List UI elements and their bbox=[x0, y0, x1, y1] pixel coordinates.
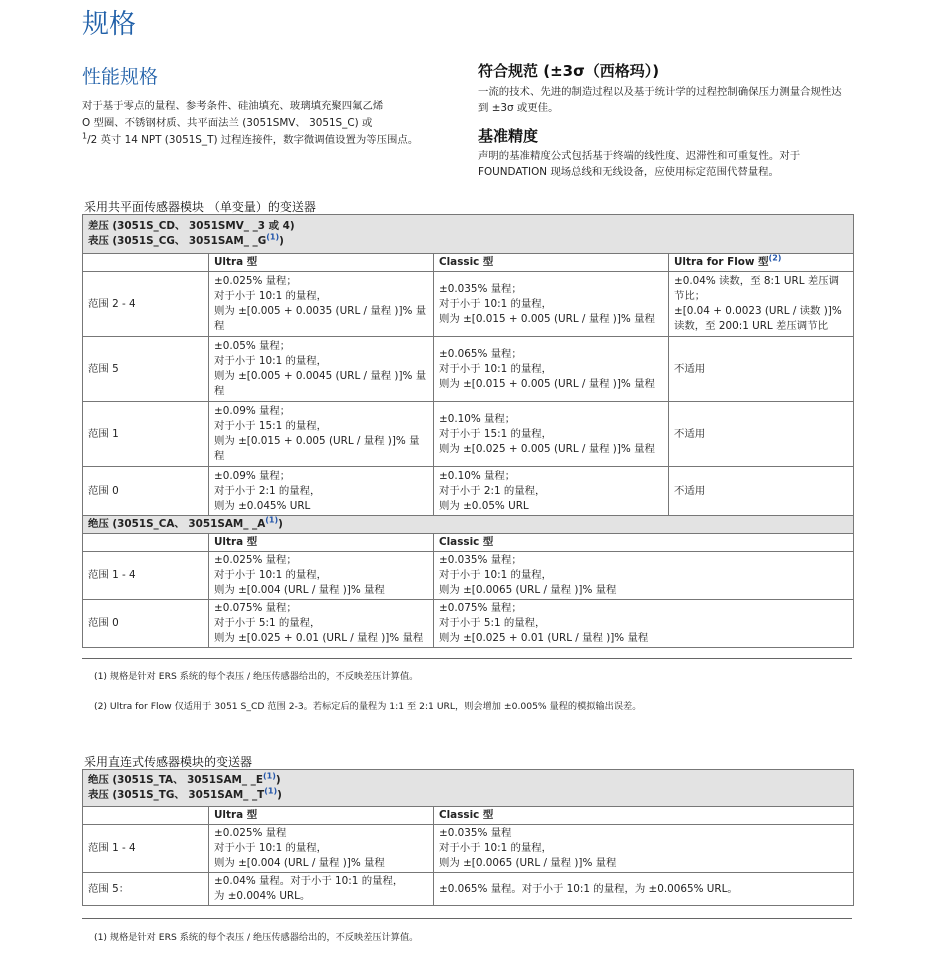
cell-line: ±0.035% 量程 bbox=[439, 827, 512, 839]
cell-line: ±[0.04 + 0.0023 (URL / 读数 )]% bbox=[674, 305, 842, 317]
classic-spec-cell bbox=[434, 825, 854, 873]
cell-line: ±0.035% 量程； bbox=[439, 282, 522, 295]
cell-line: 则为 ±0.045% URL bbox=[214, 499, 311, 512]
cell-line: 对于小于 10:1 的量程， bbox=[439, 362, 553, 375]
table-row bbox=[83, 825, 854, 873]
range-cell: 范围 0 bbox=[83, 467, 209, 516]
cell-line: ±0.04% 读数，至 8:1 URL 差压调 bbox=[674, 275, 839, 287]
group-line-text: 表压 (3051S_TG、 3051SAM_ _T bbox=[88, 789, 265, 801]
header-classic bbox=[434, 807, 854, 825]
classic-spec-cell bbox=[434, 600, 854, 648]
range-cell: 范围 1 - 4 bbox=[83, 552, 209, 600]
cell-line: ±0.025% 量程 bbox=[214, 827, 287, 839]
table2-caption: 采用直连式传感器模块的变送器 bbox=[84, 755, 253, 769]
footnote-2: (2) Ultra for Flow 仅适用于 3051 S_CD 范围 2-3。若标定后的量程为 1:1 至 2:1 URL，则会增加 ±0.005% 量程的模拟输出误差。 bbox=[94, 701, 642, 712]
header-text: Classic 型 bbox=[439, 256, 494, 268]
cell-line: 不适用 bbox=[674, 362, 706, 375]
range-cell: 范围 0 bbox=[83, 600, 209, 648]
fraction-numerator: 1 bbox=[82, 131, 88, 141]
cell-line: 则为 ±[0.025 + 0.01 (URL / 量程 )]% 量程 bbox=[214, 632, 424, 644]
range-cell: 范围 2 - 4 bbox=[83, 272, 209, 337]
cell-line: ±0.09% 量程； bbox=[214, 405, 291, 417]
table-row bbox=[83, 552, 854, 600]
header-ultra bbox=[209, 807, 434, 825]
range-cell: 范围 1 - 4 bbox=[83, 825, 209, 873]
cell-line: 为 ±0.004% URL。 bbox=[214, 890, 311, 902]
cell-line: 则为 ±[0.015 + 0.005 (URL / 量程 )]% 量程 bbox=[439, 377, 655, 390]
cell-line: 对于小于 5:1 的量程， bbox=[214, 617, 321, 629]
cell-line: 对于小于 10:1 的量程， bbox=[214, 569, 328, 581]
cell-line: 对于小于 15:1 的量程， bbox=[214, 420, 328, 432]
header-blank bbox=[83, 534, 209, 552]
cell-line: 则为 ±[0.015 + 0.005 (URL / 量程 )]% 量 bbox=[214, 435, 420, 447]
table-row bbox=[83, 467, 854, 516]
group-line: 差压 (3051S_CD、 3051SMV_ _3 或 4) bbox=[88, 220, 295, 232]
ultra-spec-cell bbox=[209, 600, 434, 648]
table-row bbox=[83, 600, 854, 648]
column-header-row bbox=[83, 254, 854, 272]
header-text: Classic 型 bbox=[439, 536, 494, 548]
ultra-spec-cell bbox=[209, 272, 434, 337]
footnote-divider bbox=[82, 658, 852, 659]
cell-line: 对于小于 10:1 的量程， bbox=[214, 842, 328, 854]
page-title: 规格 bbox=[82, 9, 136, 40]
group-line-text: 绝压 (3051S_CA、 3051SAM_ _A bbox=[88, 518, 266, 530]
cell-line: ±0.075% 量程； bbox=[214, 602, 297, 614]
header-blank bbox=[83, 254, 209, 272]
group-line bbox=[88, 773, 848, 788]
cell-line: 则为 ±[0.025 + 0.01 (URL / 量程 )]% 量程 bbox=[439, 632, 649, 644]
header-text: Ultra 型 bbox=[214, 256, 258, 268]
group-line bbox=[88, 788, 848, 803]
cell-line: 程 bbox=[214, 450, 225, 462]
cell-line: 读数，至 200:1 URL 差压调节比 bbox=[674, 320, 828, 332]
ultra-spec-cell bbox=[209, 402, 434, 467]
cell-line: ±0.04% 量程。对于小于 10:1 的量程， bbox=[214, 875, 404, 887]
header-ultra-for-flow bbox=[669, 254, 854, 272]
cell-line: 对于小于 10:1 的量程， bbox=[439, 842, 553, 854]
coplanar-spec-table bbox=[82, 214, 854, 648]
ultra-spec-cell bbox=[209, 337, 434, 402]
cell-line: ±0.025% 量程； bbox=[214, 275, 297, 287]
cell-line: 程 bbox=[214, 320, 225, 332]
intro-paragraph bbox=[82, 98, 460, 149]
header-text: Ultra for Flow 型 bbox=[674, 256, 769, 268]
cell-line: ±0.025% 量程； bbox=[214, 554, 297, 566]
cell-line: ±0.10% 量程； bbox=[439, 412, 516, 425]
header-text: Classic 型 bbox=[439, 809, 494, 821]
reference-accuracy-text: 声明的基准精度公式包括基于终端的线性度、迟滞性和可重复性。对于 FOUNDATION 现场总线和无线设备，应使用标定范围代替量程。 bbox=[478, 150, 801, 178]
cell-line: ±0.065% 量程； bbox=[439, 347, 522, 360]
footnote-ref: (1) bbox=[266, 232, 280, 242]
cell-line: 不适用 bbox=[674, 427, 706, 440]
cell-line: 对于小于 5:1 的量程， bbox=[439, 617, 546, 629]
flow-spec-cell bbox=[669, 272, 854, 337]
footnote-table2: (1) 规格是针对 ERS 系统的每个表压 / 绝压传感器给出的，不反映差压计算值。 bbox=[94, 932, 419, 943]
table-row bbox=[83, 770, 854, 807]
ultra-spec-cell bbox=[209, 552, 434, 600]
flow-spec-cell bbox=[669, 337, 854, 402]
classic-spec-cell bbox=[434, 467, 669, 516]
range-cell: 范围 5： bbox=[83, 873, 209, 906]
group-line-text: ) bbox=[278, 518, 283, 530]
cell-line: 则为 ±[0.005 + 0.0035 (URL / 量程 )]% 量 bbox=[214, 305, 427, 317]
cell-line: 则为 ±[0.015 + 0.005 (URL / 量程 )]% 量程 bbox=[439, 312, 655, 325]
range-cell: 范围 1 bbox=[83, 402, 209, 467]
cell-line: 对于小于 2:1 的量程， bbox=[439, 484, 546, 497]
ultra-spec-cell bbox=[209, 467, 434, 516]
group-header-direct-mount bbox=[83, 770, 854, 807]
cell-line: ±0.05% 量程； bbox=[214, 340, 291, 352]
group-header-gauge-diff bbox=[83, 215, 854, 254]
header-ultra bbox=[209, 254, 434, 272]
cell-line: 对于小于 10:1 的量程， bbox=[214, 355, 328, 367]
cell-line: 则为 ±[0.004 (URL / 量程 )]% 量程 bbox=[214, 584, 385, 596]
conformance-text: 一流的技术、先进的制造过程以及基于统计学的过程控制确保压力测量合规性达到 ±3σ 或更佳。 bbox=[478, 86, 842, 114]
performance-spec-title: 性能规格 bbox=[82, 66, 159, 88]
cell-line: ±0.075% 量程； bbox=[439, 602, 522, 614]
cell-line: 则为 ±[0.005 + 0.0045 (URL / 量程 )]% 量 bbox=[214, 370, 427, 382]
header-text: Ultra 型 bbox=[214, 809, 258, 821]
footnote-divider bbox=[82, 918, 852, 919]
cell-line: 则为 ±[0.0065 (URL / 量程 )]% 量程 bbox=[439, 857, 617, 869]
cell-line: 不适用 bbox=[674, 484, 706, 497]
cell-line: 对于小于 10:1 的量程， bbox=[439, 569, 553, 581]
table-row bbox=[83, 873, 854, 906]
intro-line bbox=[82, 132, 460, 149]
ultra-spec-cell bbox=[209, 825, 434, 873]
cell-line: 对于小于 15:1 的量程， bbox=[439, 427, 553, 440]
ultra-spec-cell bbox=[209, 873, 434, 906]
cell-line: ±0.035% 量程； bbox=[439, 554, 522, 566]
classic-spec-cell bbox=[434, 337, 669, 402]
cell-line: ±0.09% 量程； bbox=[214, 469, 291, 482]
footnote-ref: (1) bbox=[265, 515, 279, 525]
cell-line: ±0.10% 量程； bbox=[439, 469, 516, 482]
table-row bbox=[83, 272, 854, 337]
classic-spec-cell bbox=[434, 402, 669, 467]
cell-line: 对于小于 2:1 的量程， bbox=[214, 484, 321, 497]
group-line-text: ) bbox=[279, 235, 284, 247]
header-classic bbox=[434, 534, 854, 552]
header-classic bbox=[434, 254, 669, 272]
cell-line: 节比； bbox=[674, 290, 706, 302]
table-row bbox=[83, 337, 854, 402]
classic-spec-cell bbox=[434, 873, 854, 906]
cell-line: 对于小于 10:1 的量程， bbox=[214, 290, 328, 302]
footnote-ref: (2) bbox=[768, 253, 782, 263]
flow-spec-cell bbox=[669, 402, 854, 467]
footnote-1: (1) 规格是针对 ERS 系统的每个表压 / 绝压传感器给出的，不反映差压计算值。 bbox=[94, 671, 419, 682]
group-line-text: 绝压 (3051S_TA、 3051SAM_ _E bbox=[88, 774, 263, 786]
footnote-ref: (1) bbox=[262, 771, 276, 781]
cell-line: 则为 ±[0.0065 (URL / 量程 )]% 量程 bbox=[439, 584, 617, 596]
flow-spec-cell bbox=[669, 467, 854, 516]
intro-line-text: /2 英寸 14 NPT (3051S_T) 过程连接件，数字微调值设置为等压围点。 bbox=[87, 134, 419, 146]
header-blank bbox=[83, 807, 209, 825]
intro-line: 对于基于零点的量程、参考条件、硅油填充、玻璃填充聚四氟乙烯 bbox=[82, 100, 384, 112]
cell-line: ±0.065% 量程。对于小于 10:1 的量程，为 ±0.0065% URL。 bbox=[439, 882, 738, 895]
range-cell: 范围 5 bbox=[83, 337, 209, 402]
cell-line: 则为 ±0.05% URL bbox=[439, 499, 529, 512]
table-row bbox=[83, 215, 854, 254]
cell-line: 程 bbox=[214, 385, 225, 397]
group-line-text: ) bbox=[277, 789, 282, 801]
classic-spec-cell bbox=[434, 272, 669, 337]
intro-line: O 型圈、不锈钢材质、共平面法兰 (3051SMV、 3051S_C) 或 bbox=[82, 117, 373, 129]
column-header-row bbox=[83, 807, 854, 825]
footnote-ref: (1) bbox=[264, 786, 278, 796]
table1-caption: 采用共平面传感器模块 （单变量）的变送器 bbox=[84, 200, 316, 214]
group-line-text: ) bbox=[275, 774, 281, 786]
header-text: Ultra 型 bbox=[214, 536, 258, 548]
direct-mount-spec-table bbox=[82, 769, 854, 906]
group-line bbox=[88, 234, 848, 249]
group-line-text: 表压 (3051S_CG、 3051SAM_ _G bbox=[88, 235, 267, 247]
cell-line: 则为 ±[0.025 + 0.005 (URL / 量程 )]% 量程 bbox=[439, 442, 655, 455]
group-header-absolute bbox=[83, 516, 854, 534]
table-row bbox=[83, 516, 854, 534]
reference-accuracy-title: 基准精度 bbox=[478, 127, 539, 145]
column-header-row bbox=[83, 534, 854, 552]
cell-line: 对于小于 10:1 的量程， bbox=[439, 297, 553, 310]
classic-spec-cell bbox=[434, 552, 854, 600]
table-row bbox=[83, 402, 854, 467]
conformance-title: 符合规范 (±3σ（西格玛）) bbox=[478, 62, 660, 80]
cell-line: 则为 ±[0.004 (URL / 量程 )]% 量程 bbox=[214, 857, 385, 869]
header-ultra bbox=[209, 534, 434, 552]
